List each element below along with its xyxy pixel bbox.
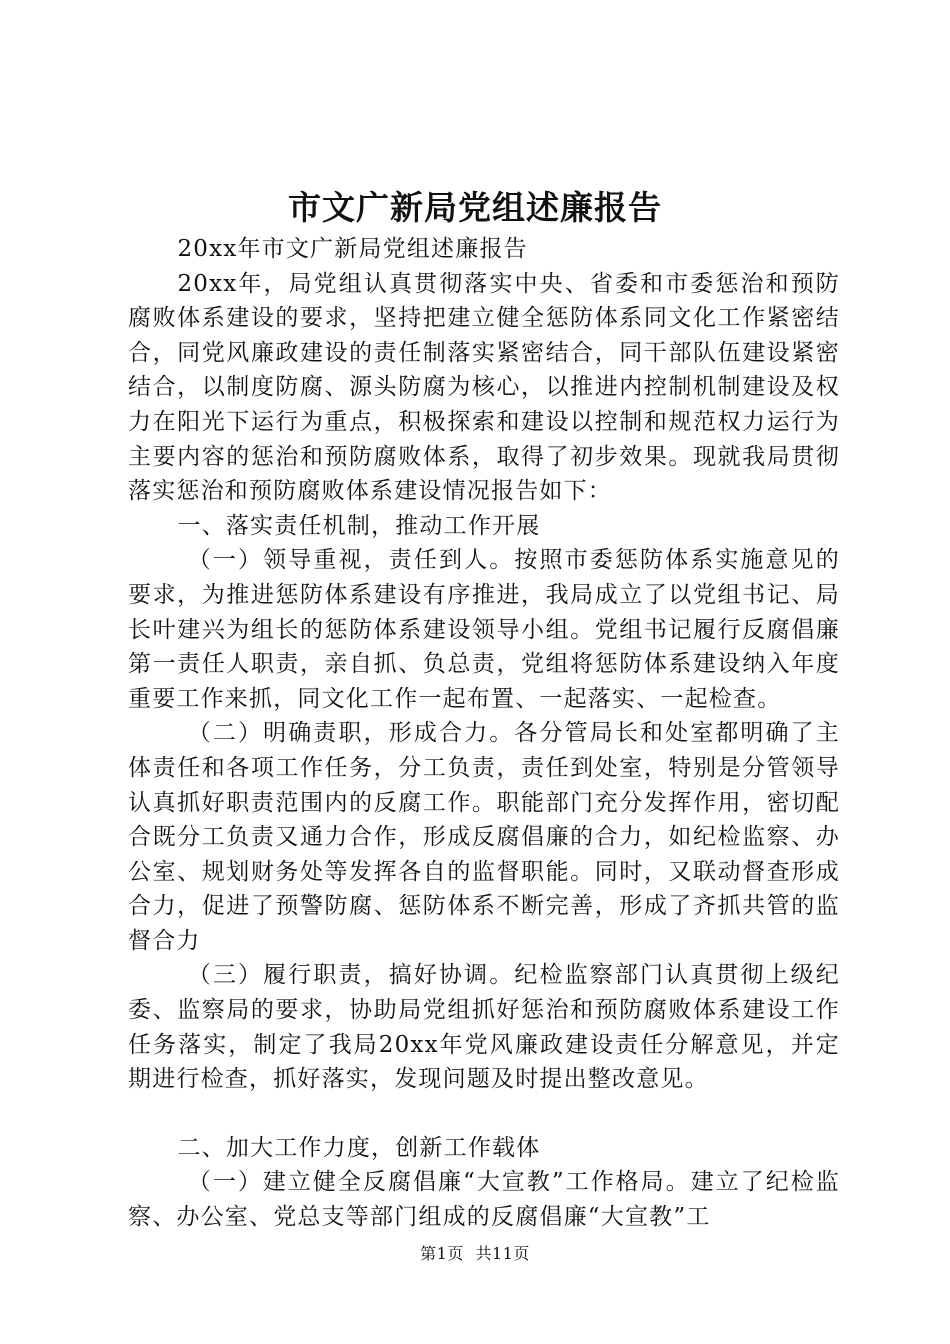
- page-footer: [0, 1242, 950, 1266]
- section-heading-2: 二、加大工作力度，创新工作载体: [177, 1134, 541, 1161]
- paragraph-2-1: （一）建立健全反腐倡廉“大宣教”工作格局。建立了纪检监察、办公室、党总支等部门组成的反腐倡廉“大宣教”工: [128, 1169, 840, 1231]
- intro-paragraph: 20xx年，局党组认真贯彻落实中央、省委和市委惩治和预防腐败体系建设的要求，坚持把建立健全惩防体系同文化工作紧密结合，同党风廉政建设的责任制落实紧密结合，同干部队伍建设紧密结合，以制度防腐、源头防腐为核心，以推进内控制机制建设及权力在阳光下运行为重点，积极探索和建设以控制和规范权力运行为主要内容的惩治和预防腐败体系，取得了初步效果。现就我局贯彻落实惩治和预防腐败体系建设情况报告如下：: [128, 270, 840, 505]
- paragraph-1-1: （一）领导重视，责任到人。按照市委惩防体系实施意见的要求，为推进惩防体系建设有序推进，我局成立了以党组书记、局长叶建兴为组长的惩防体系建设领导小组。党组书记履行反腐倡廉第一责任人职责，亲自抓、负总责，党组将惩防体系建设纳入年度重要工作来抓，同文化工作一起布置、一起落实、一起检查。: [128, 547, 840, 712]
- paragraph-1-3: （三）履行职责，搞好协调。纪检监察部门认真贯彻上级纪委、监察局的要求，协助局党组抓好惩治和预防腐败体系建设工作任务落实，制定了我局20xx年党风廉政建设责任分解意见，并定期进行检查，抓好落实，发现问题及时提出整改意见。: [128, 962, 840, 1093]
- subtitle-line: 20xx年市文广新局党组述廉报告: [177, 236, 528, 262]
- page-number: 第1页: [420, 1244, 464, 1263]
- paragraph-1-2: （二）明确责职，形成合力。各分管局长和处室都明确了主体责任和各项工作任务，分工负责，责任到处室，特别是分管领导认真抓好职责范围内的反腐工作。职能部门充分发挥作用，密切配合既分工负责又通力合作，形成反腐倡廉的合力，如纪检监察、办公室、规划财务处等发挥各自的监督职能。同时，又联动督查形成合力，促进了预警防腐、惩防体系不断完善，形成了齐抓共管的监督合力: [128, 720, 840, 954]
- document-title: 市文广新局党组述廉报告: [288, 188, 662, 227]
- section-heading-1: 一、落实责任机制，推动工作开展: [177, 512, 541, 539]
- document-body: [128, 232, 840, 1235]
- page-total: 共11页: [475, 1244, 530, 1263]
